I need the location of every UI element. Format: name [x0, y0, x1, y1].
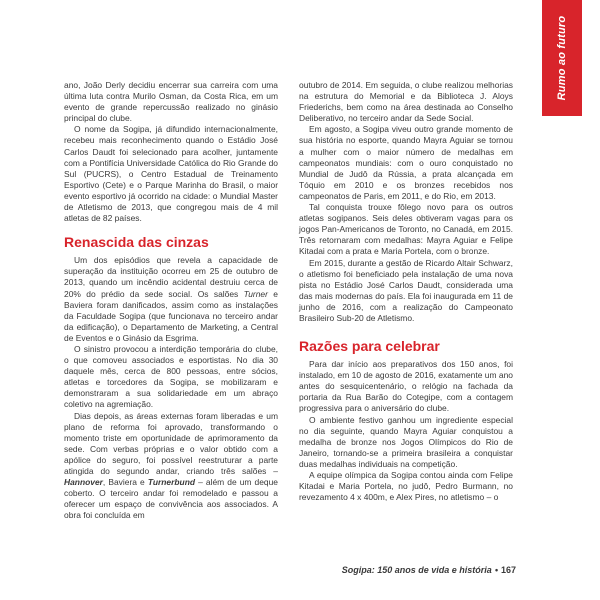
footer-separator: • [494, 565, 498, 575]
right-paragraph-1: outubro de 2014. Em seguida, o clube realizou melhorias na estrutura do Memorial e da Biblioteca J. Aloys Friederichs, bem como na área destinada ao Conselho Deliberativo, no terceiro andar da Sede Social. [299, 80, 513, 124]
page-footer [342, 565, 516, 575]
right-paragraph-7: A equipe olímpica da Sogipa contou ainda com Felipe Kitadai e Maria Portela, no judô, Pedro Burmann, no revezamento 4 x 400m, e Alex Pires, no atletismo – o [299, 470, 513, 503]
left-paragraph-4: O sinistro provocou a interdição temporária do clube, o que comoveu associados e esportistas. No dia 30 daquele mês, cerca de 800 pessoas, entre sócios, atletas e torcedores da Sogipa, se mobilizaram e demonstraram a sua solidariedade em um abraço coletivo na agremiação. [64, 343, 278, 410]
left-paragraph-5-text-c: – além de um deque coberto. O terceiro andar foi remodelado e passou a oferecer um espaço de convivência aos associados. A obra foi concluída em [64, 477, 278, 521]
left-paragraph-3 [64, 255, 278, 344]
left-paragraph-2: O nome da Sogipa, já difundido internacionalmente, recebeu mais reconhecimento quando o Estádio José Carlos Daudt foi selecionado para acolher, juntamente com a Pontifícia Universidade Católica do Rio Grande do Sul (PUCRS), o Centro Estadual de Treinamento Esportivo (Cete) e o Parque Marinha do Brasil, o maior evento esportivo já ocorrido na cidade: o Mundial Master de Atletismo de 2013, que congregou mais de 4 mil atletas de 82 países. [64, 124, 278, 224]
left-paragraph-5-text-b: , Baviera e [102, 477, 148, 488]
salao-hannover-name: Hannover [64, 477, 103, 488]
footer-book-title: Sogipa: 150 anos de vida e história [341, 565, 492, 575]
left-paragraph-5-text-a: Dias depois, as áreas externas foram liberadas e um plano de reforma foi aprovado, transformando o momento triste em oportunidade de aprimoramento da sede. Com verbas próprias e o valor obtido com a apólice do seguro, foi possível reestruturar a parte atingida do segundo andar, criando três salões – [64, 410, 278, 476]
right-paragraph-6: O ambiente festivo ganhou um ingrediente especial no dia seguinte, quando Mayra Aguiar conquistou a medalha de bronze nos Jogos Olímpicos do Rio de Janeiro, tornando-se a primeira brasileira a conquistar duas medalhas individuais na competição. [299, 414, 513, 469]
left-paragraph-1: ano, João Derly decidiu encerrar sua carreira com uma última luta contra Murilo Osman, da Costa Rica, em um evento de grande repercussão realizado no ginásio principal do clube. [64, 80, 278, 124]
salao-turnerbund-name: Turnerbund [147, 477, 196, 488]
left-paragraph-5 [64, 411, 278, 522]
page-number: 167 [500, 565, 516, 575]
section-side-tab-label: Rumo ao futuro [556, 15, 568, 101]
left-paragraph-3-text-b: e Baviera foram danificados, assim como as instalações da Faculdade Sogipa (que funcionava no terceiro andar da edificação), o Departamento de Marketing, a Central de Eventos e o Ginásio da Esgrima. [64, 288, 278, 343]
right-column [299, 80, 513, 503]
right-paragraph-2: Em agosto, a Sogipa viveu outro grande momento de sua história no esporte, quando Mayra Aguiar se tornou a mulher com o maior número de medalhas em campeonatos mundiais: com o ouro conquistado no Mundial de Judô da Rússia, a prata alcançada em Tóquio em 2010 e os bronzes recebidos nos campeonatos de Paris, em 2011, e do Rio, em 2013. [299, 124, 513, 201]
right-paragraph-3: Tal conquista trouxe fôlego novo para os outros atletas sogipanos. Seis deles obtiveram vagas para os jogos Pan-Americanos de Toronto, no Canadá, em 2015. Três retornaram com medalhas: Mayra Aguiar e Felipe Kitadai com a prata e Maria Portela, com o bronze. [299, 202, 513, 257]
section-heading-renascida: Renascida das cinzas [64, 234, 209, 251]
salao-turner-name: Turner [243, 288, 268, 299]
section-heading-razoes: Razões para celebrar [299, 338, 440, 355]
right-paragraph-4: Em 2015, durante a gestão de Ricardo Altair Schwarz, o atletismo foi beneficiado pela instalação de uma nova pista no Estádio José Carlos Daudt, considerada uma das mais modernas do país. Ela foi inaugurada em 11 de junho de 2016, com a realização do Campeonato Brasileiro Sub-20 de Atletismo. [299, 257, 513, 323]
left-column [64, 80, 278, 521]
right-paragraph-5: Para dar início aos preparativos dos 150 anos, foi instalado, em 10 de agosto de 2016, exatamente um ano antes do sesquicentenário, o relógio na fachada da portaria da Rua Barão do Cotegipe, com a contagem progressiva para o aniversário do clube. [299, 359, 513, 414]
section-side-tab [542, 0, 582, 116]
left-paragraph-3-text-a: Um dos episódios que revela a capacidade de superação da instituição ocorreu em 25 de outubro de 2013, quando um incêndio acidental destruiu cerca de 20% do prédio da sede social. Os salões [64, 255, 278, 299]
